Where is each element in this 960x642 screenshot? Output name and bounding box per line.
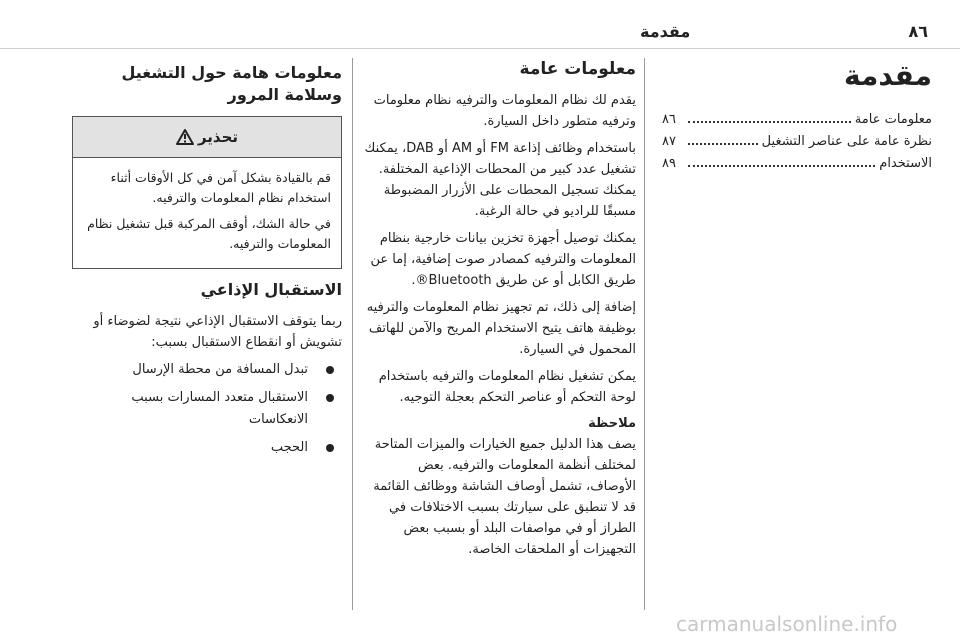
list-item: [72, 359, 342, 381]
list-item-text: الاستقبال متعدد المسارات بسبب الانعكاسات: [131, 390, 308, 427]
toc-entry-label: نظرة عامة على عناصر التشغيل: [761, 134, 932, 149]
toc-entry[interactable]: [662, 112, 932, 134]
warning-label: تحذير: [197, 128, 239, 146]
bullet-icon: [326, 394, 334, 402]
toc-leader-dots: [688, 165, 875, 167]
toc-entry-label: الاستخدام: [879, 156, 932, 171]
warning-box: [72, 116, 342, 269]
table-of-contents: [662, 112, 932, 178]
warning-triangle-icon: [176, 129, 194, 145]
column-general-information: [364, 52, 636, 566]
toc-entry-page: ٨٩: [662, 156, 676, 171]
column-divider-right: [644, 58, 645, 610]
warning-paragraph: قم بالقيادة بشكل آمن في كل الأوقات أثناء استخدام نظام المعلومات والترفيه.: [110, 170, 331, 205]
paragraph: يمكن تشغيل نظام المعلومات والترفيه باستخدام لوحة التحكم أو عناصر التحكم بعجلة التوجيه.: [378, 369, 636, 405]
warning-body: [73, 158, 341, 268]
list-item-text: الحجب: [270, 440, 308, 455]
list-item-text: تبدل المسافة من محطة الإرسال: [132, 362, 308, 377]
column-introduction: [662, 52, 932, 178]
toc-entry[interactable]: [662, 156, 932, 178]
paragraph: يمكنك توصيل أجهزة تخزين بيانات خارجية بنظام المعلومات والترفيه كمصادر صوت إضافية، إما عن طريق الكابل أو عن طريق Bluetooth®.: [370, 231, 636, 288]
toc-entry-page: ٨٦: [662, 112, 676, 127]
section-title-general: معلومات عامة: [519, 59, 636, 79]
page-number: ٨٦: [908, 22, 928, 41]
chapter-title: مقدمة: [844, 59, 932, 92]
page-header: [640, 22, 928, 44]
toc-leader-dots: [688, 143, 758, 145]
column-safety-information: [72, 52, 342, 465]
toc-leader-dots: [688, 121, 851, 123]
paragraph: يقدم لك نظام المعلومات والترفيه نظام معلومات وترفيه متطور داخل السيارة.: [373, 93, 636, 129]
toc-entry-label: معلومات عامة: [854, 112, 932, 127]
bullet-icon: [326, 366, 334, 374]
toc-entry-page: ٨٧: [662, 134, 676, 149]
note-text: يصف هذا الدليل جميع الخيارات والميزات المتاحة لمختلف أنظمة المعلومات والترفيه. بعض الأوصاف، تشمل أوصاف الشاشة ووظائف القائمة قد لا تنطبق على سيارتك بسبب الاختلافات في الطراز أو في مواصفات البلد أو بسبب بعض التجهيزات أو الملحقات الخاصة.: [373, 437, 636, 557]
bullet-icon: [326, 444, 334, 452]
section-title-safety: معلومات هامة حول التشغيل وسلامة المرور: [121, 63, 342, 104]
reception-causes-list: [72, 359, 342, 459]
header-divider: [0, 48, 960, 49]
watermark-text: carmanualsonline.info: [676, 612, 898, 636]
warning-header: [73, 117, 341, 158]
column-divider-left: [352, 58, 353, 610]
section-title-reception: الاستقبال الإذاعي: [200, 280, 342, 299]
list-item: [72, 437, 342, 459]
warning-paragraph: في حالة الشك، أوقف المركبة قبل تشغيل نظام المعلومات والترفيه.: [87, 216, 331, 251]
list-item: [72, 387, 342, 431]
paragraph: إضافة إلى ذلك، تم تجهيز نظام المعلومات والترفيه بوظيفة هاتف يتيح الاستخدام المريح والآمن للهاتف المحمول في السيارة.: [366, 300, 636, 357]
reception-paragraph: ربما يتوقف الاستقبال الإذاعي نتيجة لضوضاء أو تشويش أو انقطاع الاستقبال بسبب:: [93, 314, 342, 350]
toc-entry[interactable]: [662, 134, 932, 156]
note-title: ملاحظة: [588, 416, 636, 431]
running-header-title: مقدمة: [640, 22, 691, 41]
paragraph: باستخدام وظائف إذاعة FM أو AM أو DAB، يمكنك تشغيل عدد كبير من المحطات الإذاعية المختلفة. يمكنك تسجيل المحطات على الأزرار المضبوطة مسبقًا للراديو في حالة الرغبة.: [364, 141, 636, 219]
